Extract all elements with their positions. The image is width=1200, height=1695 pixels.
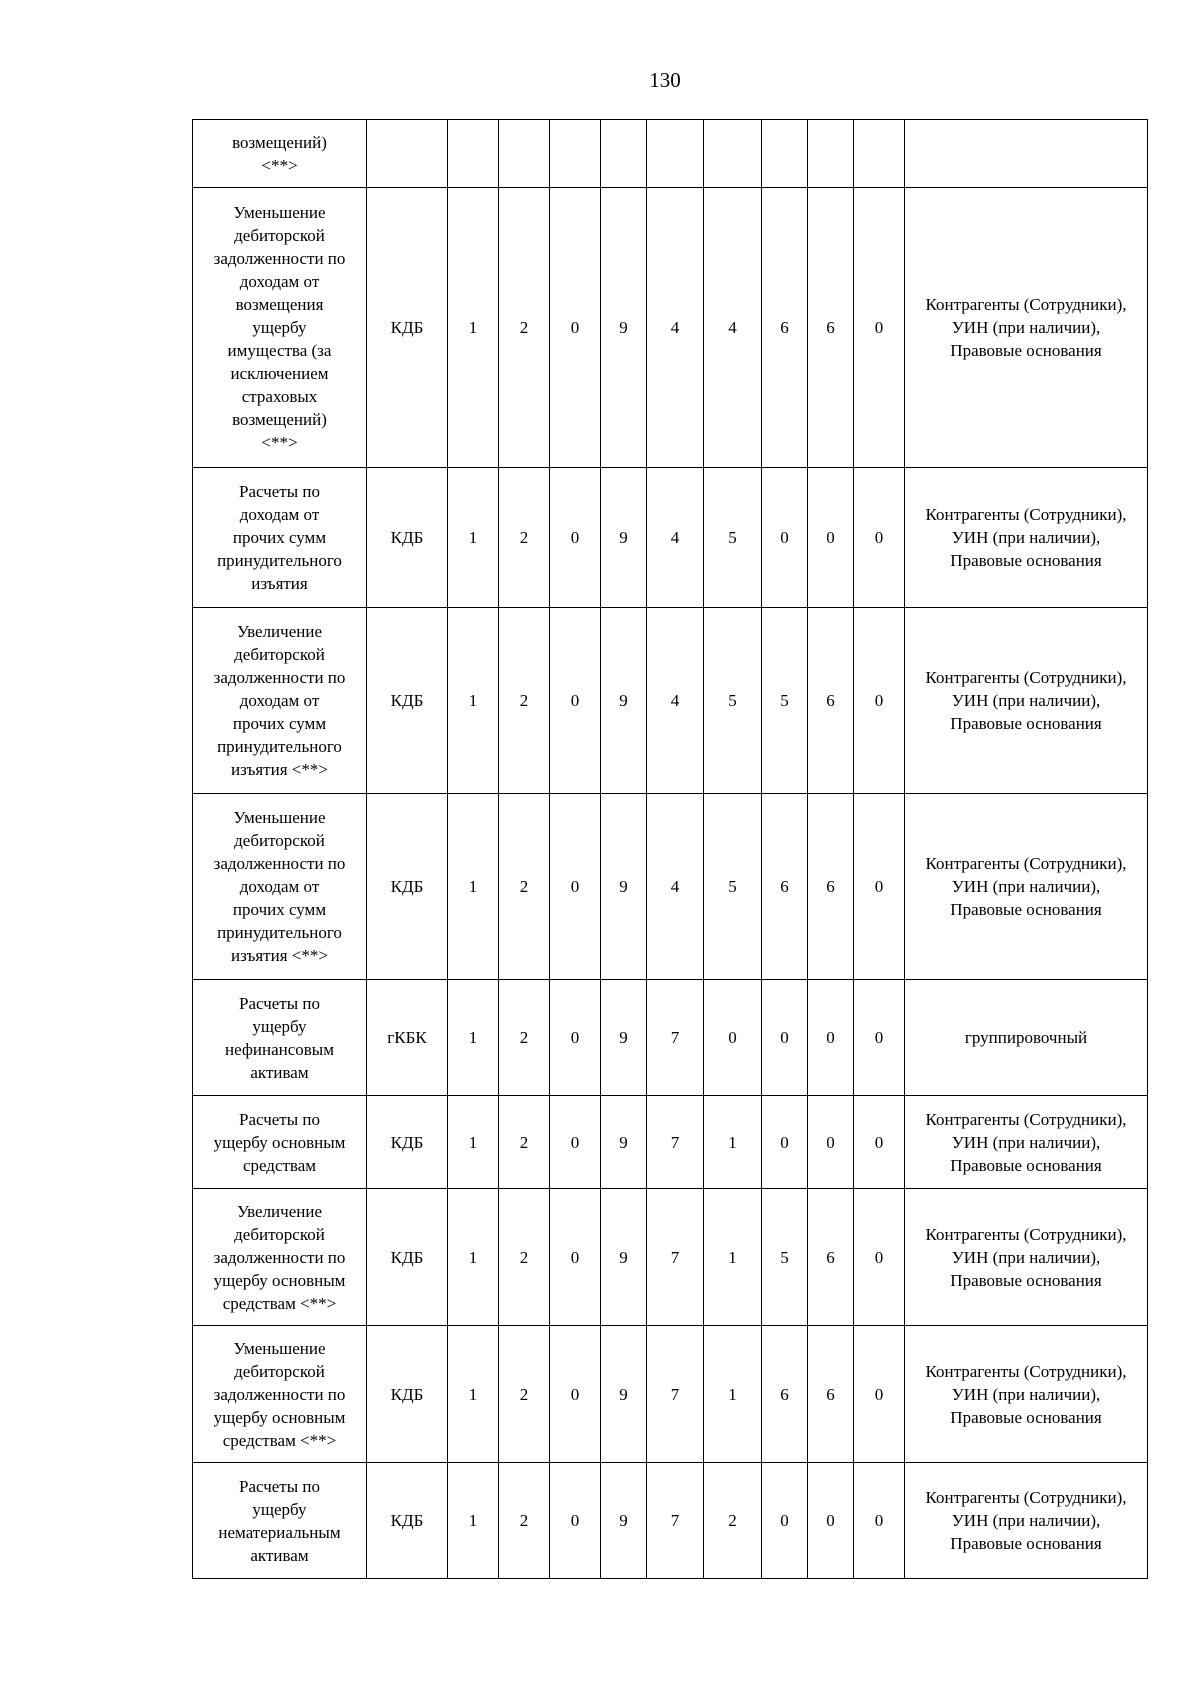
account-digit-cell: 0: [550, 468, 601, 608]
account-digit-cell: 0: [854, 980, 905, 1096]
analytics-cell: Контрагенты (Сотрудники), УИН (при наличии), Правовые основания: [905, 188, 1148, 468]
account-digit-cell: 4: [647, 608, 704, 794]
account-name-cell: Уменьшение дебиторской задолженности по доходам от прочих сумм принудительного изъятия <**>: [193, 794, 367, 980]
account-type-cell: КДБ: [367, 188, 448, 468]
account-digit-cell: 0: [854, 794, 905, 980]
account-digit-cell: 1: [704, 1096, 762, 1189]
account-digit-cell: 0: [808, 1463, 854, 1579]
account-digit-cell: 2: [499, 1096, 550, 1189]
account-digit-cell: 0: [704, 980, 762, 1096]
account-digit-cell: 9: [601, 468, 647, 608]
account-digit-cell: 9: [601, 188, 647, 468]
account-digit-cell: 7: [647, 1463, 704, 1579]
account-digit-cell: 0: [550, 188, 601, 468]
account-digit-cell: 5: [704, 608, 762, 794]
account-digit-cell: 4: [647, 188, 704, 468]
account-digit-cell: 1: [448, 1096, 499, 1189]
account-digit-cell: 6: [808, 1189, 854, 1326]
account-type-cell: КДБ: [367, 1189, 448, 1326]
account-digit-cell: [762, 120, 808, 188]
account-digit-cell: 4: [647, 794, 704, 980]
table-row: [193, 608, 1148, 794]
account-digit-cell: 0: [854, 1096, 905, 1189]
table-row: [193, 1463, 1148, 1579]
account-digit-cell: 0: [854, 608, 905, 794]
account-digit-cell: 5: [704, 794, 762, 980]
table-row: [193, 188, 1148, 468]
account-digit-cell: 0: [762, 1463, 808, 1579]
account-digit-cell: 0: [762, 468, 808, 608]
table-row: [193, 794, 1148, 980]
account-name-cell: Увеличение дебиторской задолженности по доходам от прочих сумм принудительного изъятия <**>: [193, 608, 367, 794]
page-number: 130: [649, 68, 681, 92]
account-digit-cell: [808, 120, 854, 188]
analytics-cell: [905, 120, 1148, 188]
account-digit-cell: [550, 120, 601, 188]
account-digit-cell: 6: [808, 794, 854, 980]
account-digit-cell: 9: [601, 1096, 647, 1189]
account-type-cell: КДБ: [367, 1326, 448, 1463]
account-digit-cell: 0: [550, 1326, 601, 1463]
account-type-cell: КДБ: [367, 1463, 448, 1579]
account-digit-cell: 9: [601, 1463, 647, 1579]
account-digit-cell: 6: [808, 608, 854, 794]
account-digit-cell: 2: [499, 468, 550, 608]
account-digit-cell: [704, 120, 762, 188]
account-digit-cell: 0: [762, 980, 808, 1096]
account-digit-cell: 5: [762, 1189, 808, 1326]
accounts-table: [192, 119, 1148, 1579]
account-digit-cell: 2: [499, 980, 550, 1096]
account-digit-cell: 7: [647, 1189, 704, 1326]
analytics-cell: Контрагенты (Сотрудники), УИН (при наличии), Правовые основания: [905, 608, 1148, 794]
account-name-cell: Уменьшение дебиторской задолженности по ущербу основным средствам <**>: [193, 1326, 367, 1463]
account-digit-cell: 1: [448, 468, 499, 608]
account-digit-cell: 7: [647, 980, 704, 1096]
analytics-cell: Контрагенты (Сотрудники), УИН (при наличии), Правовые основания: [905, 1189, 1148, 1326]
account-digit-cell: 9: [601, 1189, 647, 1326]
account-digit-cell: 6: [808, 1326, 854, 1463]
account-name-cell: Расчеты по ущербу нефинансовым активам: [193, 980, 367, 1096]
table-row: [193, 1326, 1148, 1463]
account-digit-cell: 6: [808, 188, 854, 468]
analytics-cell: Контрагенты (Сотрудники), УИН (при наличии), Правовые основания: [905, 1096, 1148, 1189]
account-digit-cell: 0: [550, 1189, 601, 1326]
account-digit-cell: [448, 120, 499, 188]
account-digit-cell: 0: [550, 794, 601, 980]
account-name-cell: Увеличение дебиторской задолженности по ущербу основным средствам <**>: [193, 1189, 367, 1326]
account-digit-cell: 0: [550, 980, 601, 1096]
account-digit-cell: 7: [647, 1096, 704, 1189]
account-type-cell: [367, 120, 448, 188]
account-digit-cell: 0: [808, 1096, 854, 1189]
account-digit-cell: 9: [601, 1326, 647, 1463]
account-digit-cell: 1: [448, 608, 499, 794]
account-name-cell: Расчеты по доходам от прочих сумм принудительного изъятия: [193, 468, 367, 608]
account-digit-cell: 4: [704, 188, 762, 468]
account-digit-cell: 1: [448, 188, 499, 468]
table-row: [193, 120, 1148, 188]
account-digit-cell: 1: [448, 1326, 499, 1463]
account-digit-cell: 2: [499, 1189, 550, 1326]
account-name-cell: возмещений) <**>: [193, 120, 367, 188]
account-digit-cell: 1: [448, 794, 499, 980]
account-digit-cell: [601, 120, 647, 188]
account-digit-cell: 2: [499, 794, 550, 980]
analytics-cell: Контрагенты (Сотрудники), УИН (при наличии), Правовые основания: [905, 1463, 1148, 1579]
account-digit-cell: 6: [762, 1326, 808, 1463]
analytics-cell: Контрагенты (Сотрудники), УИН (при наличии), Правовые основания: [905, 794, 1148, 980]
account-digit-cell: 2: [499, 608, 550, 794]
account-digit-cell: 0: [854, 1463, 905, 1579]
analytics-cell: Контрагенты (Сотрудники), УИН (при наличии), Правовые основания: [905, 468, 1148, 608]
account-digit-cell: 0: [808, 468, 854, 608]
account-digit-cell: 1: [448, 980, 499, 1096]
account-digit-cell: 2: [499, 188, 550, 468]
account-type-cell: КДБ: [367, 468, 448, 608]
analytics-cell: Контрагенты (Сотрудники), УИН (при наличии), Правовые основания: [905, 1326, 1148, 1463]
account-type-cell: КДБ: [367, 608, 448, 794]
account-digit-cell: 1: [448, 1189, 499, 1326]
account-name-cell: Расчеты по ущербу основным средствам: [193, 1096, 367, 1189]
account-digit-cell: 9: [601, 794, 647, 980]
table-row: [193, 1189, 1148, 1326]
table-row: [193, 980, 1148, 1096]
account-name-cell: Уменьшение дебиторской задолженности по доходам от возмещения ущербу имущества (за исключением страховых возмещений) <**>: [193, 188, 367, 468]
table-row: [193, 468, 1148, 608]
account-type-cell: КДБ: [367, 1096, 448, 1189]
account-type-cell: гКБК: [367, 980, 448, 1096]
account-digit-cell: 4: [647, 468, 704, 608]
account-digit-cell: 6: [762, 188, 808, 468]
analytics-cell: группировочный: [905, 980, 1148, 1096]
account-digit-cell: 0: [550, 1096, 601, 1189]
account-digit-cell: 9: [601, 980, 647, 1096]
account-digit-cell: 5: [704, 468, 762, 608]
account-digit-cell: 2: [704, 1463, 762, 1579]
account-digit-cell: 6: [762, 794, 808, 980]
account-digit-cell: 2: [499, 1463, 550, 1579]
account-digit-cell: 5: [762, 608, 808, 794]
account-type-cell: КДБ: [367, 794, 448, 980]
account-digit-cell: 9: [601, 608, 647, 794]
account-digit-cell: 0: [854, 188, 905, 468]
account-digit-cell: 0: [854, 1326, 905, 1463]
account-digit-cell: 0: [854, 468, 905, 608]
account-digit-cell: 7: [647, 1326, 704, 1463]
account-digit-cell: 0: [550, 608, 601, 794]
account-digit-cell: 0: [808, 980, 854, 1096]
account-digit-cell: 2: [499, 1326, 550, 1463]
account-digit-cell: 0: [854, 1189, 905, 1326]
account-digit-cell: 1: [448, 1463, 499, 1579]
account-digit-cell: [499, 120, 550, 188]
account-digit-cell: 1: [704, 1189, 762, 1326]
account-digit-cell: [854, 120, 905, 188]
account-digit-cell: 0: [762, 1096, 808, 1189]
account-name-cell: Расчеты по ущербу нематериальным активам: [193, 1463, 367, 1579]
account-digit-cell: 0: [550, 1463, 601, 1579]
account-digit-cell: 1: [704, 1326, 762, 1463]
table-row: [193, 1096, 1148, 1189]
account-digit-cell: [647, 120, 704, 188]
